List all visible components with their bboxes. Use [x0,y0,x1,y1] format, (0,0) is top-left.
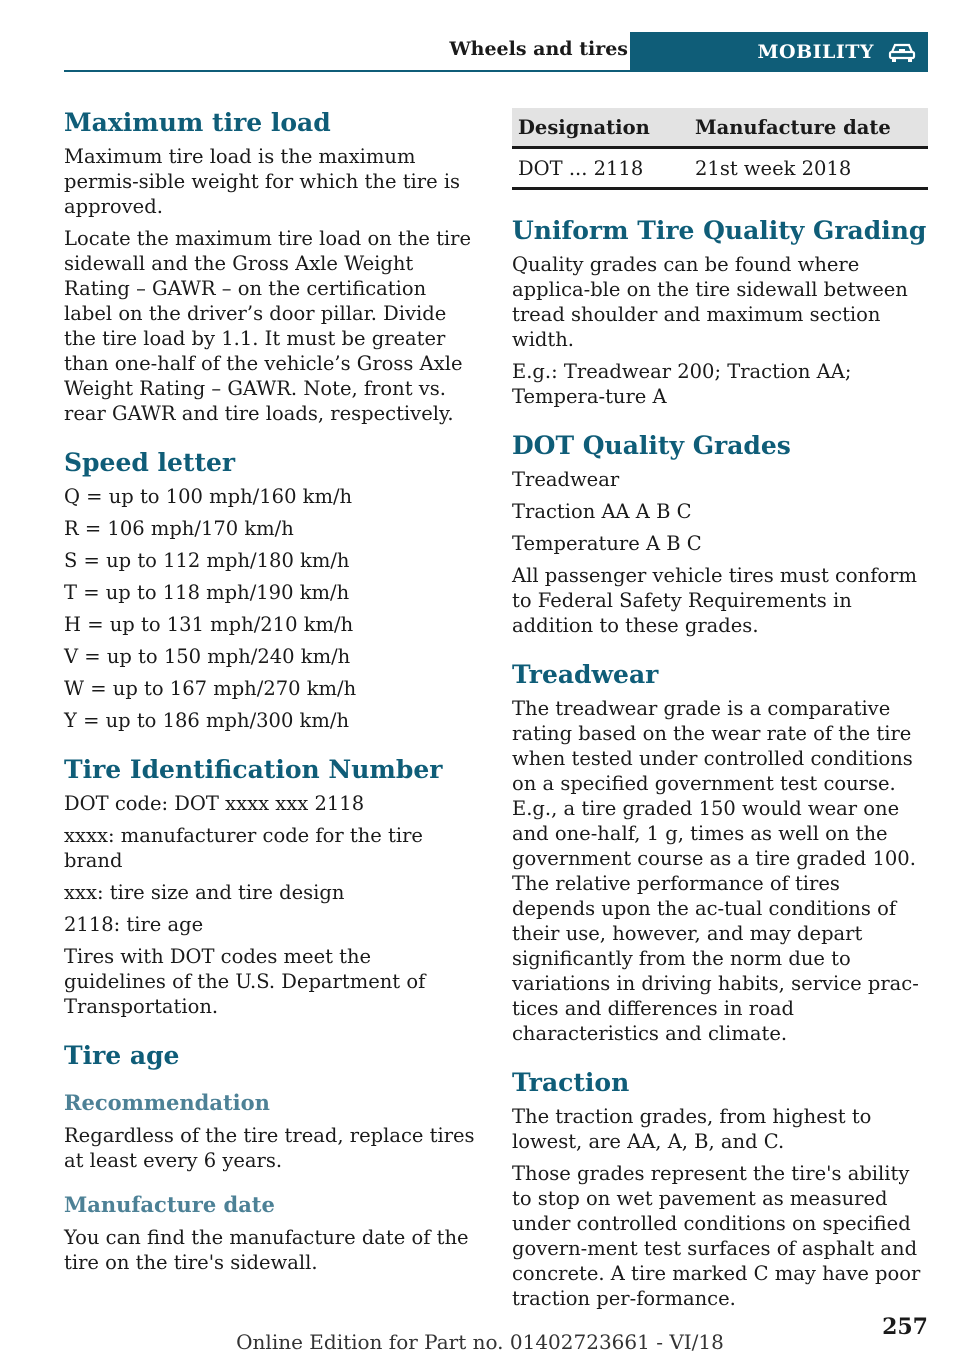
heading-tin: Tire Identification Number [64,755,443,784]
table-header-row [512,108,928,148]
paragraph: You can find the manufacture date of the tire on the tire's sidewall. [64,1226,469,1274]
table-row [512,148,928,189]
heading-speed-letter: Speed letter [64,448,236,477]
car-icon [888,41,916,63]
table-header-cell: Designation [512,108,689,148]
speed-line: R = 106 mph/170 km/h [64,517,294,540]
paragraph: The treadwear grade is a comparative rating based on the wear rate of the tire when tested under controlled conditions on a specified government test course. E.g., a tire graded 150 would wear one and one-half, 1 g, times as well on the government course as a tire graded 100. The relative performance of tires depends upon the ac-tual conditions of their use, however, and may depart significantly from the norm due to variations in driving habits, service prac-tices and differences in road characteristics and climate. [512,697,919,1045]
heading-utqg: Uniform Tire Quality Grading [512,216,927,245]
speed-line: Q = up to 100 mph/160 km/h [64,485,353,508]
heading-tire-age: Tire age [64,1041,180,1070]
tin-line: 2118: tire age [64,913,204,936]
speed-line: W = up to 167 mph/270 km/h [64,677,357,700]
paragraph: Locate the maximum tire load on the tire sidewall and the Gross Axle Weight Rating – GAWR – on the certification label on the driver’s door pillar. Divide the tire load by 1.1. It must be greater than one-half of the vehicle’s Gross Axle Weight Rating – GAWR. Note, front vs. rear GAWR and tire loads, respectively. [64,227,472,425]
speed-line: T = up to 118 mph/190 km/h [64,581,350,604]
paragraph: Maximum tire load is the maximum permis-sible weight for which the tire is approved. [64,145,461,218]
paragraph: E.g.: Treadwear 200; Traction AA; Tempera-ture A [512,360,852,408]
heading-treadwear: Treadwear [512,660,659,689]
section-treadwear [512,660,928,1046]
heading-dot-grades: DOT Quality Grades [512,431,791,460]
tin-line: xxx: tire size and tire design [64,881,345,904]
paragraph: Regardless of the tire tread, replace tires at least every 6 years. [64,1124,475,1172]
chapter-title: MOBILITY [757,41,874,63]
grade-line: Traction AA A B C [512,500,692,523]
tin-line: DOT code: DOT xxxx xxx 2118 [64,792,365,815]
section-dot-grades [512,431,928,638]
chapter-tab [630,32,928,72]
section-max-load [64,108,476,426]
heading-recommendation: Recommendation [64,1090,270,1115]
paragraph: The traction grades, from highest to lowest, are AA, A, B, and C. [512,1105,872,1153]
tin-line: xxxx: manufacturer code for the tire brand [64,824,423,872]
header-rule [64,70,928,72]
tin-line: Tires with DOT codes meet the guidelines of the U.S. Department of Transportation. [64,945,426,1018]
right-column [512,108,928,1311]
heading-manufacture-date: Manufacture date [64,1192,275,1217]
paragraph: Quality grades can be found where applica-ble on the tire sidewall between tread shoulder and maximum section width. [512,253,908,351]
section-tin [64,755,476,1019]
speed-line: Y = up to 186 mph/300 km/h [64,709,349,732]
table-cell: DOT ... 2118 [512,148,689,189]
paragraph: All passenger vehicle tires must conform to Federal Safety Requirements in addition to these grades. [512,564,917,637]
grade-line: Temperature A B C [512,532,702,555]
grade-line: Treadwear [512,468,620,491]
speed-line: H = up to 131 mph/210 km/h [64,613,354,636]
paragraph: Those grades represent the tire's ability to stop on wet pavement as measured under controlled conditions on specified govern-ment test surfaces of asphalt and concrete. A tire marked C may have poor traction per-formance. [512,1162,921,1310]
section-utqg [512,216,928,409]
speed-line: S = up to 112 mph/180 km/h [64,549,350,572]
section-speed-letter [64,448,476,733]
subsection-manufacture-date [64,1191,476,1275]
heading-traction: Traction [512,1068,630,1097]
heading-max-load: Maximum tire load [64,108,331,137]
section-tire-age [64,1041,476,1275]
left-column [64,108,476,1275]
table-cell: 21st week 2018 [689,148,928,189]
table-header-cell: Manufacture date [689,108,928,148]
page-number: 257 [882,1314,928,1340]
edition-footer: Online Edition for Part no. 01402723661 - VI/18 [236,1330,724,1354]
speed-line: V = up to 150 mph/240 km/h [64,645,351,668]
page-header [64,32,928,72]
header-section-title: Wheels and tires [449,38,628,60]
subsection-recommendation [64,1089,476,1173]
manufacture-date-table [512,108,928,190]
section-traction [512,1068,928,1311]
